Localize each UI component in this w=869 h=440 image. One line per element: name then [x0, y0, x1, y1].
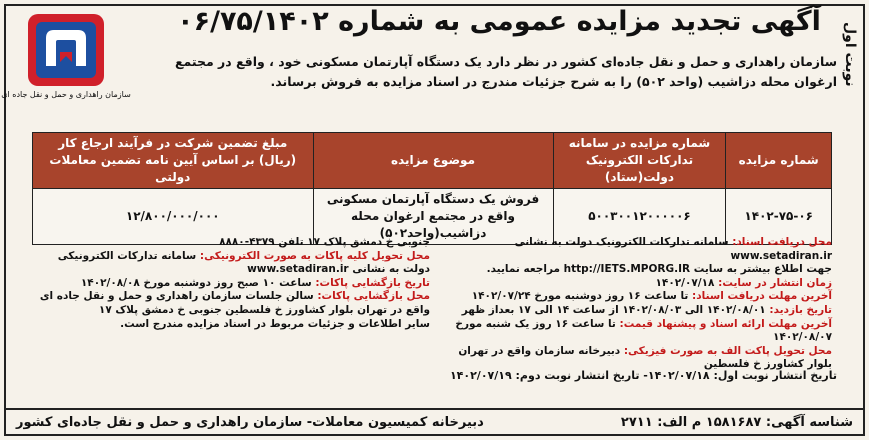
header-subject: موضوع مزایده — [313, 133, 553, 189]
detail-line: جنوبی خ دمشق پلاک ۱۷ تلفن ۴۳۷۹-۸۸۸۰ — [219, 236, 430, 248]
table-header-row — [33, 133, 832, 189]
round-badge: نوبت اول — [842, 21, 858, 87]
cell-guarantee: ۱۲/۸۰۰/۰۰۰/۰۰۰ — [33, 189, 314, 245]
details-right-column — [440, 236, 832, 371]
detail-line: آخرین مهلت دریافت اسناد: تا ساعت ۱۶ روز دوشنبه مورخ ۱۴۰۲/۰۷/۲۴ — [471, 290, 832, 303]
details-section — [32, 236, 832, 371]
header-auction-number: شماره مزایده — [726, 133, 832, 189]
detail-line: زمان انتشار در سایت: ۱۴۰۲/۰۷/۱۸ — [655, 276, 832, 289]
cell-subject: فروش یک دستگاه آپارتمان مسکونی واقع در مجتمع ارغوان محله دزاشیب(واحد۵۰۲) — [313, 189, 553, 245]
detail-line: جهت اطلاع بیشتر به سایت http://IETS.MPORG.IR مراجعه نمایید. — [486, 263, 832, 276]
detail-line: تاریخ بازگشایی پاکات: ساعت ۱۰ صبح روز دوشنبه مورخ ۱۴۰۲/۰۸/۰۸ — [80, 276, 430, 289]
header-guarantee: مبلغ تضمین شرکت در فرآیند ارجاع کار (ریال) بر اساس آیین نامه تضمین معاملات دولتی — [33, 133, 314, 189]
detail-line: محل دریافت اسناد: سامانه تدارکات الکترونیک دولت به نشانی www.setadiran.ir — [514, 236, 832, 262]
detail-line: سایر اطلاعات و جزئیات مربوط در اسناد مزایده مندرج است. — [120, 317, 430, 330]
detail-line: تاریخ بازدید: ۱۴۰۲/۰۸/۰۱ الی ۱۴۰۲/۰۸/۰۳ از ساعت ۱۴ الی ۱۷ بعداز ظهر — [461, 303, 832, 316]
intro-paragraph: سازمان راهداری و حمل و نقل جاده‌ای کشور در نظر دارد یک دستگاه آپارتمان مسکونی خود ، واقع در مجتمع ارغوان محله دزاشیب (واحد ۵۰۲) را به شرح جزئیات مندرج در اسناد مزایده به فروش برساند. — [174, 54, 837, 89]
auction-table — [32, 132, 832, 245]
detail-line: محل تحویل کلیه پاکات به صورت الکترونیکی: سامانه تدارکات الکترونیکی دولت به نشانی www.setadiran.ir — [57, 249, 430, 276]
notice-footer — [16, 411, 853, 433]
issuer-signature: دبیرخانه کمیسیون معاملات- سازمان راهداری و حمل و نقل جاده‌ای کشور — [16, 414, 484, 430]
notice-title: آگهی تجدید مزایده عمومی به شماره ۰۶/۷۵/۱۴۰۲ — [177, 6, 821, 37]
ad-identifier: شناسه آگهی: ۱۵۸۱۶۸۷ م الف: ۲۷۱۱ — [620, 414, 853, 430]
publication-dates: تاریخ انتشار نوبت اول: ۱۴۰۲/۰۷/۱۸- تاریخ انتشار نوبت دوم: ۱۴۰۲/۰۷/۱۹ — [449, 369, 837, 382]
cell-setad-number: ۵۰۰۳۰۰۱۲۰۰۰۰۰۶ — [553, 189, 726, 245]
road-organization-emblem-icon — [26, 12, 106, 88]
detail-line: محل تحویل پاکت الف به صورت فیزیکی: دبیرخانه سازمان واقع در تهران بلوار کشاورز خ فلسطین — [458, 344, 832, 371]
header-setad-number: شماره مزایده در سامانه تدارکات الکترونیک دولت(ستاد) — [553, 133, 726, 189]
cell-auction-number: ۱۴۰۲-۷۵-۰۶ — [726, 189, 832, 245]
logo-caption: سازمان راهداری و حمل و نقل جاده ای — [1, 90, 131, 99]
detail-line: محل بازگشایی پاکات: سالن جلسات سازمان راهداری و حمل و نقل جاده ای واقع در تهران بلوار کشاورز خ فلسطین جنوبی خ دمشق پلاک ۱۷ — [39, 290, 430, 316]
detail-line: آخرین مهلت ارائه اسناد و پیشنهاد قیمت: تا ساعت ۱۶ روز یک شنبه مورخ ۱۴۰۲/۰۸/۰۷ — [455, 317, 832, 344]
organization-logo — [1, 12, 131, 110]
footer-divider — [4, 408, 865, 410]
details-left-column — [32, 236, 430, 360]
